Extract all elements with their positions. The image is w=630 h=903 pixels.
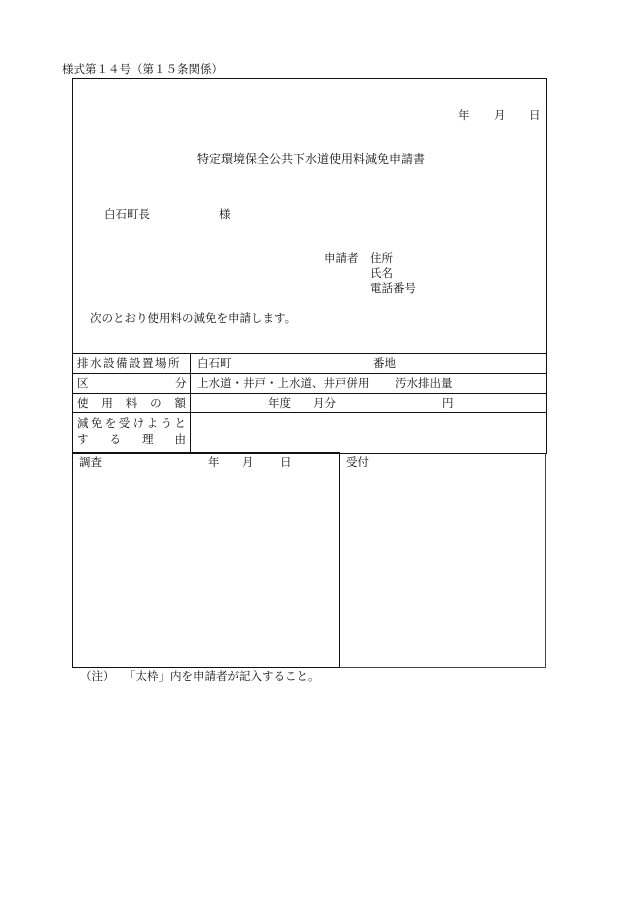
applicant-address-label: 住所 <box>370 251 393 265</box>
date-day: 日 <box>529 108 541 122</box>
reason-label-char: け <box>132 416 145 430</box>
reason-label-line2 <box>77 434 186 446</box>
addressee-honorific: 様 <box>219 207 231 221</box>
amount-label-char: 額 <box>174 396 186 410</box>
reception-box-right-border <box>545 453 546 668</box>
amount-label-char: 用 <box>101 396 113 410</box>
note-text: 「太枠」内を申請者が記入すること。 <box>124 669 320 683</box>
request-text: 次のとおり使用料の減免を申請します。 <box>90 311 297 325</box>
reason-label-char: す <box>77 432 89 446</box>
reception-box-bottom-border <box>340 667 546 668</box>
amount-label-char: 使 <box>77 396 89 410</box>
investigation-month: 月 <box>242 455 254 469</box>
investigation-year: 年 <box>208 455 220 469</box>
reason-label-char: を <box>104 416 117 430</box>
date-year: 年 <box>458 108 470 122</box>
reason-label-char: と <box>174 416 186 430</box>
date-month: 月 <box>494 108 506 122</box>
category-label-1: 区 <box>77 376 89 390</box>
amount-label-char: の <box>150 396 162 410</box>
reason-label-char: よ <box>146 416 159 430</box>
reason-label-char: る <box>109 432 121 446</box>
category-label-2: 分 <box>175 376 187 390</box>
reason-label-char: 免 <box>90 416 103 430</box>
category-value: 上水道・井戸・上水道、井戸併用 <box>197 376 370 390</box>
table-top-border <box>72 353 547 354</box>
reason-label-char: う <box>160 416 173 430</box>
investigation-label: 調査 <box>79 455 102 469</box>
reason-label-char: 減 <box>77 416 89 430</box>
table-column-divider <box>190 353 191 453</box>
reason-label-char: 受 <box>118 416 131 430</box>
applicant-name-label: 氏名 <box>370 266 393 280</box>
addressee-name: 白石町長 <box>104 207 150 221</box>
investigation-day: 日 <box>280 455 292 469</box>
table-row-divider <box>72 412 547 413</box>
category-value-2: 汚水排出量 <box>395 376 453 390</box>
amount-label-char: 料 <box>125 396 138 410</box>
note-prefix: （注） <box>80 669 115 683</box>
location-label <box>77 358 186 370</box>
amount-label <box>77 398 186 410</box>
amount-month-portion: 月分 <box>313 396 336 410</box>
reception-label: 受付 <box>346 455 369 469</box>
page-title: 特定環境保全公共下水道使用料減免申請書 <box>197 152 426 166</box>
investigation-box <box>72 452 340 668</box>
reason-label-char: 理 <box>142 432 154 446</box>
location-banchi: 番地 <box>373 356 396 370</box>
form-number: 様式第１４号（第１５条関係） <box>62 62 223 76</box>
applicant-label: 申請者 <box>324 251 359 265</box>
reason-label-line1 <box>77 418 186 430</box>
table-row-divider <box>72 393 547 394</box>
reason-label-char: 由 <box>174 432 186 446</box>
amount-fiscal-year: 年度 <box>268 396 291 410</box>
applicant-phone-label: 電話番号 <box>370 281 416 295</box>
location-label-text: 排水設備設置場所 <box>77 356 181 370</box>
location-town: 白石町 <box>197 356 232 370</box>
amount-yen: 円 <box>442 396 454 410</box>
table-row-divider <box>72 373 547 374</box>
